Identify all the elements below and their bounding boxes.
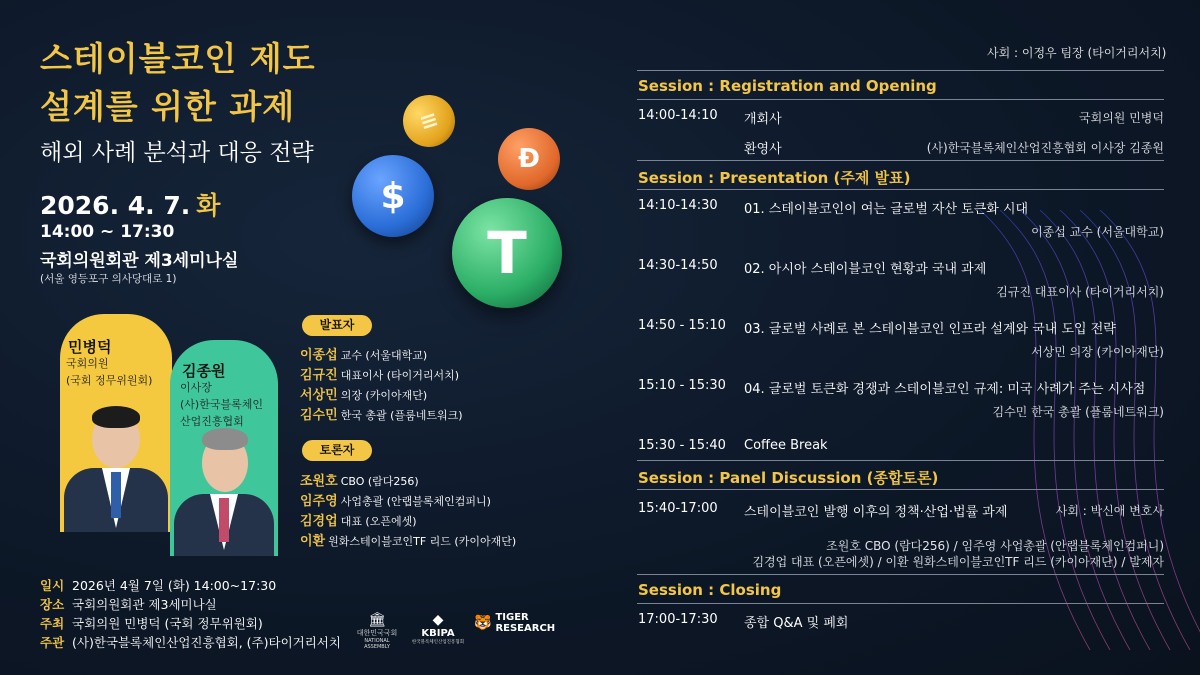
host-1-photo xyxy=(62,400,170,532)
assembly-logo-subtext: NATIONAL ASSEMBLY xyxy=(364,638,390,650)
opening-speaker: 국회의원 민병덕 xyxy=(1079,111,1164,125)
info-label: 주최 xyxy=(40,616,65,631)
presenter-detail: 교수 (서울대학교) xyxy=(340,349,428,362)
info-row xyxy=(40,614,263,632)
session-panel-title: Session : Panel Discussion (종합토론) xyxy=(638,469,939,487)
talk-time: 14:10-14:30 xyxy=(638,198,718,213)
break-time: 15:30 - 15:40 xyxy=(638,438,726,453)
presenter-name: 서상민 xyxy=(300,388,338,403)
host-2-role-line-2: (사)한국블록체인 xyxy=(180,398,263,411)
subtitle: 해외 사례 분석과 대응 전략 xyxy=(40,140,314,166)
talk-title: 02. 아시아 스테이블코인 현황과 국내 과제 xyxy=(744,262,987,277)
presenter-item xyxy=(300,364,459,383)
tiger-research-logo xyxy=(474,612,564,634)
presenter-name: 김규진 xyxy=(300,368,338,383)
divider xyxy=(637,460,1164,461)
opening-title: 개회사 xyxy=(744,112,782,127)
divider xyxy=(637,189,1164,190)
kbipa-logo-text: KBIPA xyxy=(421,628,455,639)
panel-label: 토론자 xyxy=(302,440,372,461)
welcome-title: 환영사 xyxy=(744,142,782,157)
panelist-detail: 대표 (오픈에셋) xyxy=(340,515,417,528)
divider xyxy=(637,489,1164,490)
presenters-label: 발표자 xyxy=(302,315,372,336)
talk-time: 14:50 - 15:10 xyxy=(638,318,726,333)
tiger-icon: 🐯 xyxy=(474,615,492,631)
panel-time: 15:40-17:00 xyxy=(638,501,718,516)
info-row xyxy=(40,595,217,613)
talk-time: 14:30-14:50 xyxy=(638,258,718,273)
panel-members-line-1: 조원호 CBO (람다256) / 임주영 사업총괄 (안랩블록체인컴퍼니) xyxy=(826,539,1164,553)
panelist-name: 임주영 xyxy=(300,494,338,509)
info-label: 주관 xyxy=(40,635,65,650)
closing-topic: 종합 Q&A 및 폐회 xyxy=(744,616,849,631)
info-row xyxy=(40,633,341,651)
panel-members-line-2: 김경업 대표 (오픈에셋) / 이환 원화스테이블코인TF 리드 (카이아재단) / 발제자 xyxy=(752,555,1164,569)
session-registration-title: Session : Registration and Opening xyxy=(638,77,937,95)
day-of-week: 화 xyxy=(196,191,221,220)
national-assembly-logo xyxy=(352,612,402,650)
tether-coin-icon xyxy=(452,198,562,308)
closing-time: 17:00-17:30 xyxy=(638,612,718,627)
info-value: 국회의원 민병덕 (국회 정무위원회) xyxy=(72,616,263,631)
assembly-icon: 🏛 xyxy=(368,612,386,628)
dai-coin-icon xyxy=(498,128,560,190)
talk-title: 03. 글로벌 사례로 본 스테이블코인 인프라 설계와 국내 도입 전략 xyxy=(744,322,1116,337)
presenter-item xyxy=(300,404,463,423)
panel-topic: 스테이블코인 발행 이후의 정책·산업·법률 과제 xyxy=(744,505,1008,520)
host-2-role-line-3: 산업진흥협회 xyxy=(180,415,244,428)
session-closing-title: Session : Closing xyxy=(638,581,782,599)
event-address: (서울 영등포구 의사당대로 1) xyxy=(40,273,177,285)
tether-coin-symbol: T xyxy=(487,219,527,287)
panelist-name: 조원호 xyxy=(300,474,338,489)
welcome-speaker: (사)한국블록체인산업진흥협회 이사장 김종원 xyxy=(926,141,1164,155)
event-venue: 국회의원회관 제3세미나실 xyxy=(40,251,239,271)
presenter-detail: 한국 총괄 (플룸네트워크) xyxy=(340,409,463,422)
talk-speaker: 서상민 의장 (카이아재단) xyxy=(1031,345,1164,359)
talk-speaker: 김규진 대표이사 (타이거리서치) xyxy=(996,285,1164,299)
tiger-logo-text-2: RESEARCH xyxy=(495,623,556,634)
info-label: 일시 xyxy=(40,578,65,593)
usdc-coin-symbol: $ xyxy=(380,175,406,217)
talk-title: 01. 스테이블코인이 여는 글로벌 자산 토큰화 시대 xyxy=(744,202,1029,217)
panelist-item xyxy=(300,470,419,489)
panelist-detail: CBO (람다256) xyxy=(340,475,419,488)
kbipa-logo xyxy=(410,612,466,645)
host-2-role-line-1: 이사장 xyxy=(180,381,212,394)
talk-time: 15:10 - 15:30 xyxy=(638,378,726,393)
decorative-wave xyxy=(960,210,1200,650)
tiger-logo-text-1: TIGER xyxy=(495,612,529,623)
host-1-name: 민병덕 xyxy=(68,338,112,356)
presenter-detail: 대표이사 (타이거리서치) xyxy=(340,369,460,382)
presenter-item xyxy=(300,344,427,363)
moderator-text: 사회 : 이정우 팀장 (타이거리서치) xyxy=(987,46,1167,60)
host-1-role-line-2: (국회 정무위원회) xyxy=(66,374,153,387)
opening-time: 14:00-14:10 xyxy=(638,108,718,123)
event-time: 14:00 ~ 17:30 xyxy=(40,222,175,242)
info-value: 국회의원회관 제3세미나실 xyxy=(72,597,217,612)
info-label: 장소 xyxy=(40,597,65,612)
assembly-logo-text: 대한민국국회 xyxy=(356,629,398,637)
presenter-name: 이종섭 xyxy=(300,348,338,363)
title-line-1: 스테이블코인 제도 xyxy=(40,39,316,78)
break-title: Coffee Break xyxy=(744,438,828,453)
session-presentation-title: Session : Presentation (주제 발표) xyxy=(638,169,911,187)
panelist-detail: 원화스테이블코인TF 리드 (카이아재단) xyxy=(328,535,517,548)
host-1-role-line-1: 국회의원 xyxy=(66,357,109,370)
panelist-name: 이환 xyxy=(300,534,326,549)
gold-coin-icon xyxy=(396,88,462,154)
host-2-name: 김종원 xyxy=(182,362,226,380)
event-date xyxy=(40,186,220,222)
panelist-item xyxy=(300,490,491,509)
dai-coin-symbol: Ɖ xyxy=(518,144,540,174)
divider xyxy=(637,70,1164,71)
info-row xyxy=(40,576,276,594)
divider xyxy=(637,160,1164,161)
divider xyxy=(637,574,1164,575)
kbipa-icon: ◆ xyxy=(432,612,444,628)
title-line-2: 설계를 위한 과제 xyxy=(40,87,296,126)
presenter-item xyxy=(300,384,427,403)
talk-title: 04. 글로벌 토큰화 경쟁과 스테이블코인 규제: 미국 사례가 주는 시사점 xyxy=(744,382,1146,397)
panelist-detail: 사업총괄 (안랩블록체인컴퍼니) xyxy=(340,495,491,508)
panelist-item xyxy=(300,510,417,529)
gold-coin-symbol: ≡ xyxy=(416,106,442,136)
divider xyxy=(637,99,1164,100)
host-1-role xyxy=(66,355,152,389)
panel-moderator: 사회 : 박신애 변호사 xyxy=(1055,504,1164,518)
usdc-coin-icon xyxy=(352,155,434,237)
host-2-photo xyxy=(172,420,276,556)
presenter-name: 김수민 xyxy=(300,408,338,423)
panelist-item xyxy=(300,530,516,549)
kbipa-logo-subtext: 한국블록체인산업진흥협회 xyxy=(411,640,465,645)
talk-speaker: 김수민 한국 총괄 (플룸네트워크) xyxy=(992,405,1164,419)
info-value: (사)한국블록체인산업진흥협회, (주)타이거리서치 xyxy=(72,635,341,650)
panelist-name: 김경업 xyxy=(300,514,338,529)
divider xyxy=(637,603,1164,604)
presenter-detail: 의장 (카이아재단) xyxy=(340,389,428,402)
info-value: 2026년 4월 7일 (화) 14:00~17:30 xyxy=(72,578,277,593)
date-text: 2026. 4. 7. xyxy=(40,191,191,220)
talk-speaker: 이종섭 교수 (서울대학교) xyxy=(1031,225,1164,239)
